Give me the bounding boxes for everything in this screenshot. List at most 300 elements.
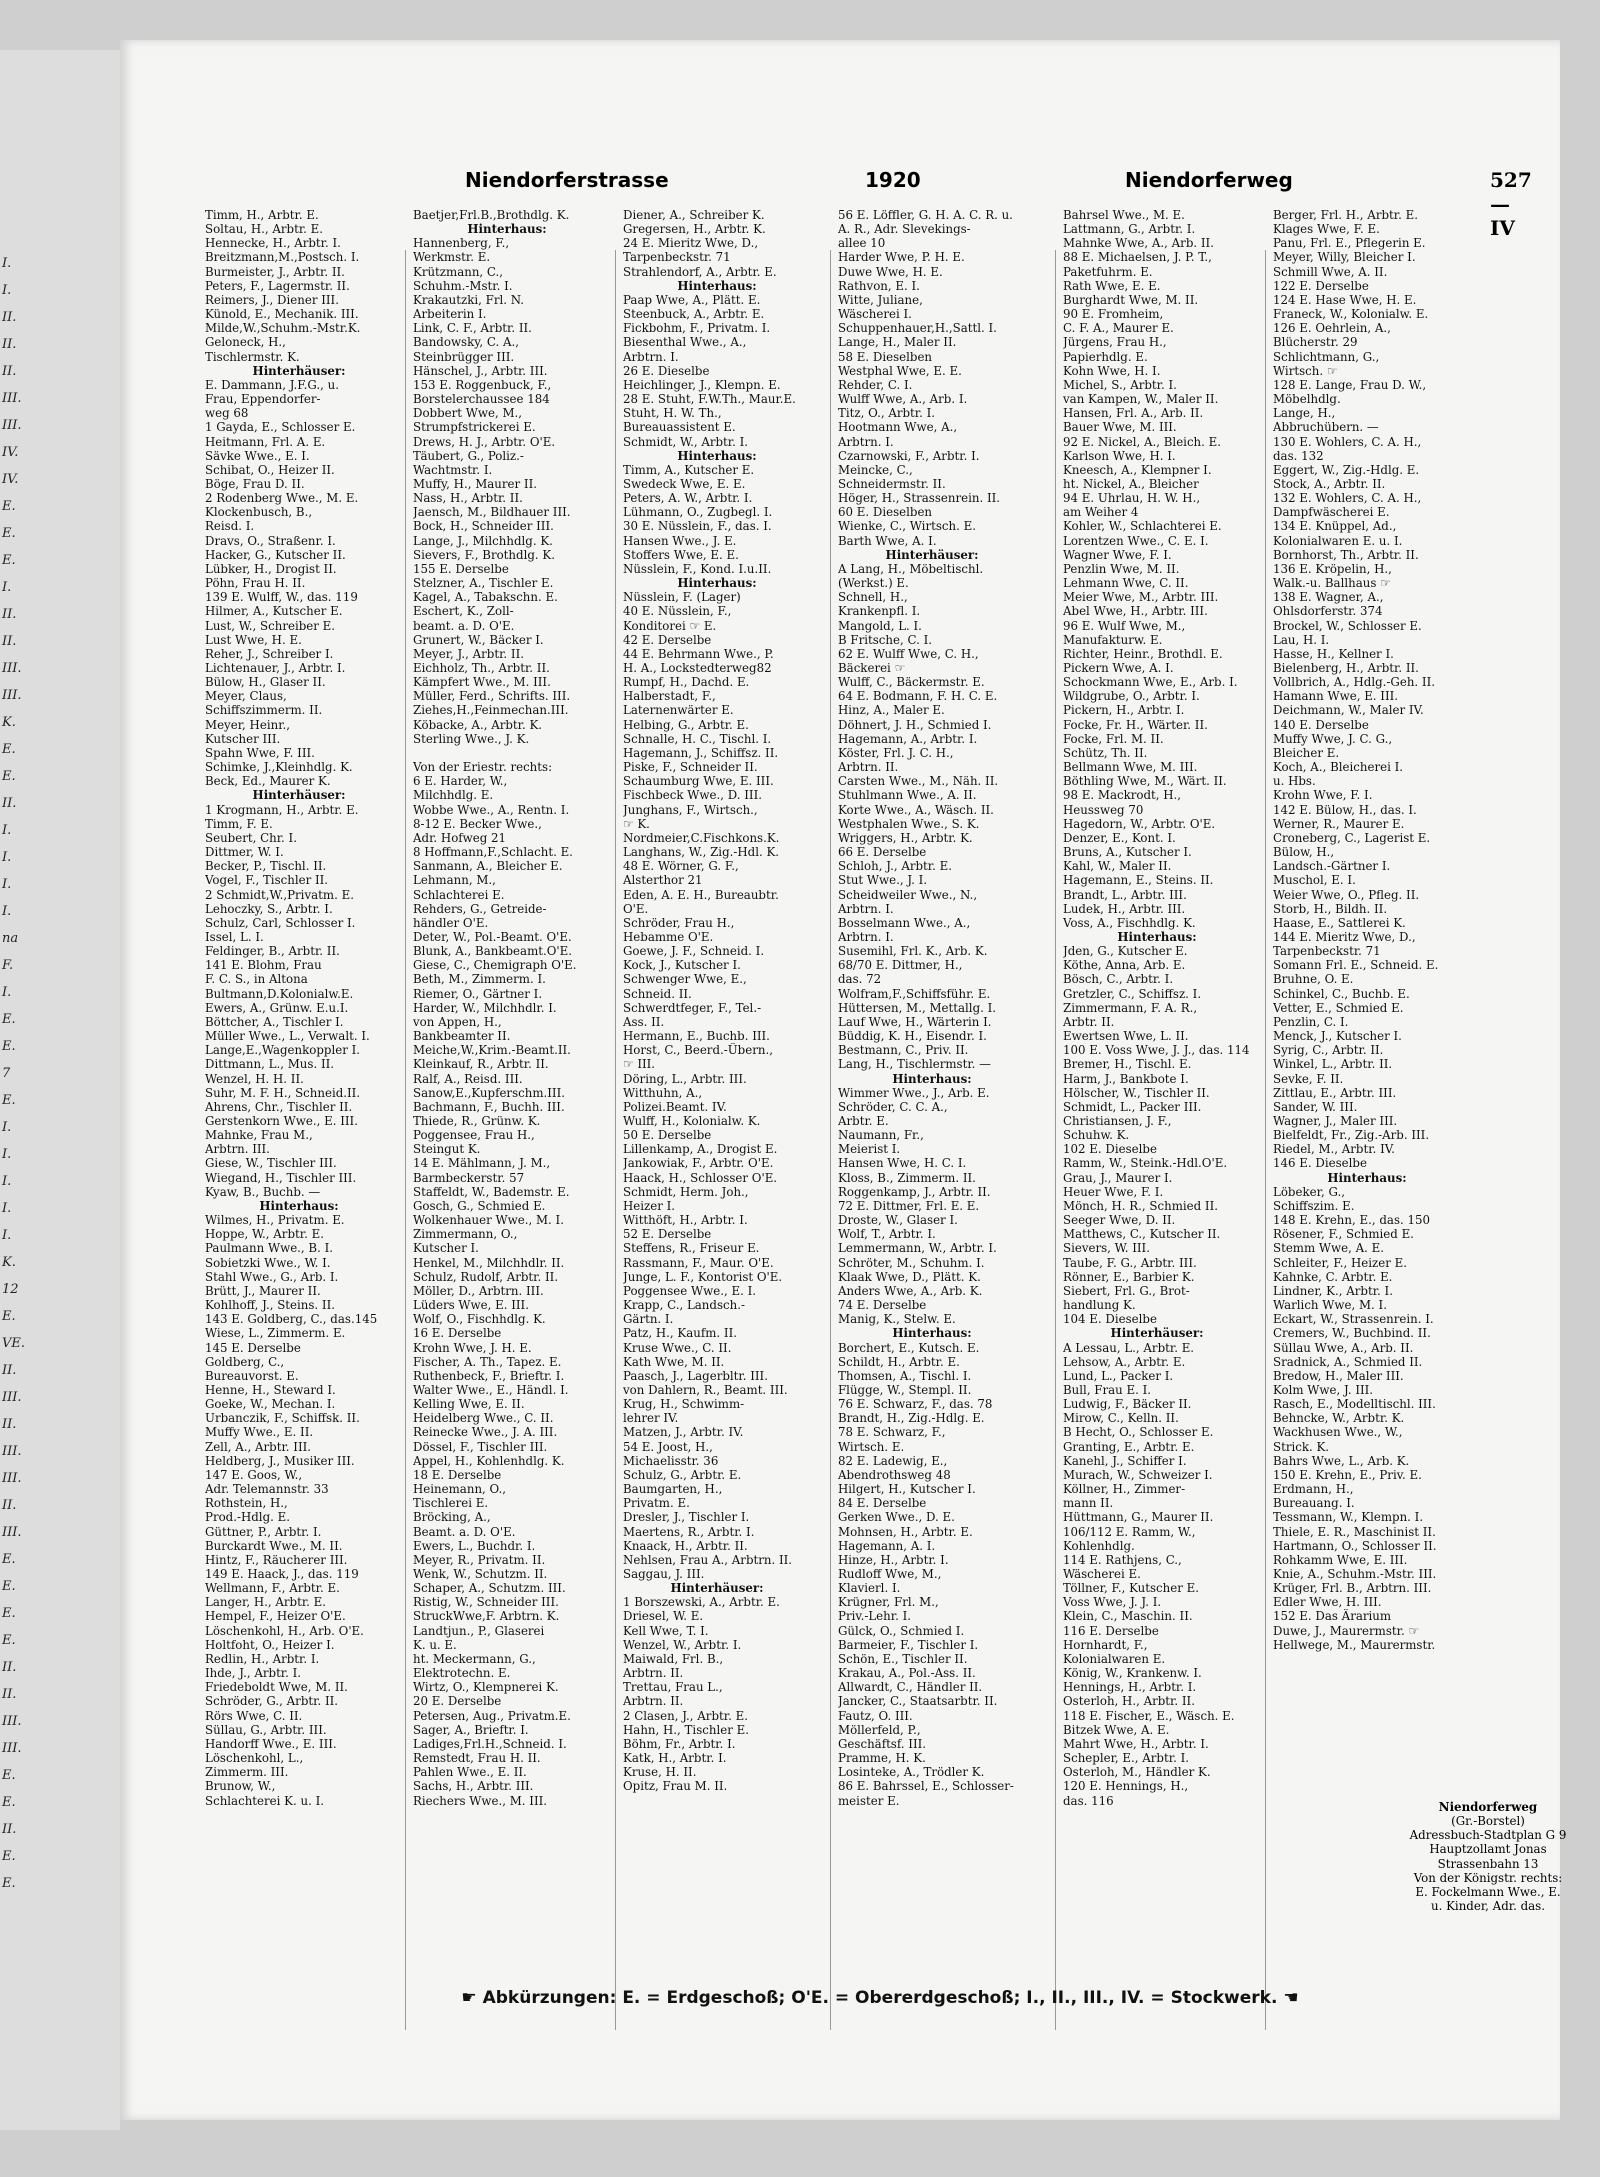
directory-entry: Hüttersen, M., Mettallg. I. xyxy=(838,1000,997,1015)
directory-entry: Zimmermann, O., xyxy=(413,1227,518,1242)
directory-entry: 8 Hoffmann,F.,Schlacht. E. xyxy=(413,845,573,860)
margin-mark: E. xyxy=(2,1039,16,1054)
directory-entry: Hamann Wwe, E. III. xyxy=(1273,689,1399,704)
directory-entry: Wolf, O., Fischhdlg. K. xyxy=(413,1312,546,1327)
directory-entry: Reinecke Wwe., J. A. III. xyxy=(413,1425,558,1440)
directory-entry: Bureauassistent E. xyxy=(623,420,736,435)
directory-entry: Kämpfert Wwe., M. III. xyxy=(413,675,551,690)
margin-mark: III. xyxy=(2,391,22,406)
directory-entry: Brandt, H., Zig.-Hdlg. E. xyxy=(838,1411,985,1426)
directory-entry xyxy=(413,746,601,760)
directory-entry: Bülow, H., Glaser II. xyxy=(205,675,326,690)
directory-entry: Hagemann, A. I. xyxy=(838,1538,936,1553)
directory-entry: Wulff, C., Bäckermstr. E. xyxy=(838,675,985,690)
directory-page xyxy=(120,40,1567,2120)
directory-entry: 146 E. Dieselbe xyxy=(1273,1156,1367,1171)
directory-entry: Schiffszim. E. xyxy=(1273,1198,1355,1213)
margin-mark: II. xyxy=(2,796,17,811)
directory-entry: Lange,E.,Wagenkoppler I. xyxy=(205,1043,361,1058)
directory-entry: Kohler, W., Schlachterei E. xyxy=(1063,519,1222,534)
directory-entry: 58 E. Dieselben xyxy=(838,349,933,364)
directory-entry: 18 E. Derselbe xyxy=(413,1467,502,1482)
directory-entry: Bösch, C., Arbtr. I. xyxy=(1063,972,1174,987)
margin-mark: E. xyxy=(2,553,16,568)
directory-entry: Wirtz, O., Klempnerei K. xyxy=(413,1680,559,1695)
directory-entry: Henkel, M., Milchhdlr. II. xyxy=(413,1255,565,1270)
margin-mark: I. xyxy=(2,985,12,1000)
directory-entry: Lang, H., Tischlermstr. — xyxy=(838,1057,991,1072)
directory-entry: 92 E. Nickel, A., Bleich. E. xyxy=(1063,434,1222,449)
directory-entry: Schlachterei E. xyxy=(413,887,505,902)
directory-entry: Mahnke, Frau M., xyxy=(205,1128,313,1143)
directory-entry: Voss, A., Fischhdlg. K. xyxy=(1063,915,1196,930)
directory-entry: Hoppe, W., Arbtr. E. xyxy=(205,1227,324,1242)
directory-entry: Arbtrn. II. xyxy=(623,1694,684,1709)
directory-entry: Böthling Wwe, M., Wärt. II. xyxy=(1063,774,1227,789)
directory-entry: Muffy Wwe, J. C. G., xyxy=(1273,731,1393,746)
directory-entry: Westphal Wwe, E. E. xyxy=(838,363,962,378)
directory-entry: Bäckerei ☞ xyxy=(838,661,906,675)
directory-entry: Ralf, A., Reisd. III. xyxy=(413,1071,523,1086)
directory-entry: Wiegand, H., Tischler III. xyxy=(205,1170,357,1185)
directory-entry: 153 E. Roggenbuck, F., xyxy=(413,377,552,392)
directory-entry: Menck, J., Kutscher I. xyxy=(1273,1029,1402,1044)
directory-entry: Kneesch, A., Klempner I. xyxy=(1063,462,1212,477)
directory-entry: Voss Wwe, J. J. I. xyxy=(1063,1595,1162,1610)
directory-entry: Deter, W., Pol.-Beamt. O'E. xyxy=(413,929,572,944)
directory-entry: Pickern Wwe, A. I. xyxy=(1063,661,1174,675)
directory-entry: Giese, W., Tischler III. xyxy=(205,1156,337,1171)
directory-entry: Panu, Frl. E., Pflegerin E. xyxy=(1273,236,1426,251)
column-5 xyxy=(1063,208,1251,1808)
directory-entry: Brockel, W., Schlosser E. xyxy=(1273,618,1422,633)
directory-entry: Jaensch, M., Bildhauer III. xyxy=(413,505,571,520)
directory-entry: Karlson Wwe, H. I. xyxy=(1063,448,1176,463)
margin-mark: E. xyxy=(2,526,16,541)
directory-entry: (Werkst.) E. xyxy=(838,576,909,591)
directory-entry: 124 E. Hase Wwe, H. E. xyxy=(1273,292,1417,307)
margin-mark: III. xyxy=(2,1444,22,1459)
directory-entry: Bureauang. I. xyxy=(1273,1496,1355,1511)
directory-entry: Werkmstr. E. xyxy=(413,250,491,265)
directory-entry: Rönner, E., Barbier K. xyxy=(1063,1269,1195,1284)
margin-mark: III. xyxy=(2,688,22,703)
directory-entry: händler O'E. xyxy=(413,915,489,930)
directory-entry: Grau, J., Maurer I. xyxy=(1063,1170,1173,1185)
directory-entry: 68/70 E. Dittmer, H., xyxy=(838,958,963,973)
directory-entry: Penzlin, C. I. xyxy=(1273,1014,1349,1029)
directory-entry: Lund, L., Packer I. xyxy=(1063,1368,1174,1383)
directory-entry: Dravs, O., Straßenr. I. xyxy=(205,533,336,548)
directory-entry: Büddig, K. H., Eisendr. I. xyxy=(838,1029,987,1044)
directory-entry: Steingut K. xyxy=(413,1142,481,1157)
directory-entry: Stock, A., Arbtr. II. xyxy=(1273,476,1386,491)
directory-entry: 152 E. Das Ärarium xyxy=(1273,1609,1392,1624)
directory-entry: Hagemann, A., Arbtr. I. xyxy=(838,731,978,746)
directory-entry: Eckart, W., Strassenrein. I. xyxy=(1273,1312,1434,1327)
directory-entry: 56 E. Löffler, G. H. A. C. R. u. xyxy=(838,208,1013,222)
directory-entry: Denzer, E., Kont. I. xyxy=(1063,830,1176,845)
directory-entry: Hinterhäuser: xyxy=(885,547,979,562)
directory-entry: 52 E. Derselbe xyxy=(623,1227,712,1242)
directory-entry: 26 E. Dieselbe xyxy=(623,363,710,378)
directory-entry: Kyaw, B., Buchb. — xyxy=(205,1184,321,1199)
directory-entry: Kagel, A., Tabakschn. E. xyxy=(413,590,558,605)
directory-entry: Klein, C., Maschin. II. xyxy=(1063,1609,1193,1624)
directory-entry: Sievers, W. III. xyxy=(1063,1241,1150,1256)
directory-entry: Swedeck Wwe, E. E. xyxy=(623,476,746,491)
margin-mark: II. xyxy=(2,310,17,325)
directory-entry: Eschert, K., Zoll- xyxy=(413,604,514,619)
directory-entry: Lange, H., Maler II. xyxy=(838,335,957,350)
directory-entry: Reher, J., Schreiber I. xyxy=(205,646,334,661)
directory-entry: Helbing, G., Arbtr. E. xyxy=(623,717,749,732)
directory-entry: Köllner, H., Zimmer- xyxy=(1063,1482,1186,1497)
left-page-edge xyxy=(0,50,120,2130)
directory-entry: Riemer, O., Gärtner I. xyxy=(413,986,543,1001)
directory-entry: Michel, S., Arbtr. I. xyxy=(1063,377,1177,392)
directory-entry: Vogel, F., Tischler II. xyxy=(205,873,329,888)
directory-entry: weg 68 xyxy=(205,406,249,421)
directory-entry: Hinterhaus: xyxy=(259,1198,339,1213)
directory-entry: 122 E. Derselbe xyxy=(1273,278,1369,293)
directory-entry: Meyer, J., Arbtr. II. xyxy=(413,646,524,661)
directory-entry: Hartmann, O., Schlosser II. xyxy=(1273,1538,1437,1553)
directory-entry: Lust, W., Schreiber E. xyxy=(205,618,336,633)
directory-entry: 96 E. Wulf Wwe, M., xyxy=(1063,618,1186,633)
directory-entry: Papierhdlg. E. xyxy=(1063,349,1148,364)
directory-entry: Hinterhaus: xyxy=(1117,929,1197,944)
directory-entry: Timm, F. E. xyxy=(205,816,273,831)
directory-entry: Ahrens, Chr., Tischler II. xyxy=(205,1099,353,1114)
directory-entry: Sievers, F., Brothdlg. K. xyxy=(413,547,555,562)
margin-mark: E. xyxy=(2,769,16,784)
margin-mark: II. xyxy=(2,1498,17,1513)
directory-entry: Konditorei ☞ E. xyxy=(623,618,717,633)
directory-entry: Hüttmann, G., Maurer II. xyxy=(1063,1510,1214,1525)
directory-entry: Meiche,W.,Krim.-Beamt.II. xyxy=(413,1043,571,1058)
directory-entry: Beamt. a. D. O'E. xyxy=(413,1524,516,1539)
directory-entry: Borchert, E., Kutsch. E. xyxy=(838,1340,980,1355)
directory-entry: Stut Wwe., J. I. xyxy=(838,873,928,888)
directory-entry: Gerstenkorn Wwe., E. III. xyxy=(205,1114,358,1128)
directory-entry: Dobbert Wwe, M., xyxy=(413,406,523,421)
directory-entry: Feldinger, B., Arbtr. II. xyxy=(205,944,340,959)
directory-entry: Bellmann Wwe, M. III. xyxy=(1063,760,1198,775)
directory-entry: H. A., Lockstedterweg82 xyxy=(623,661,772,675)
directory-entry: Stuht, H. W. Th., xyxy=(623,406,722,421)
directory-entry: Croneberg, C., Lagerist E. xyxy=(1273,830,1431,845)
directory-entry: Seeger Wwe, D. II. xyxy=(1063,1213,1176,1228)
directory-entry: Löbeker, G., xyxy=(1273,1184,1345,1199)
directory-entry: 132 E. Wohlers, C. A. H., xyxy=(1273,491,1422,506)
directory-entry: ☞ III. xyxy=(623,1057,656,1072)
directory-entry: Lübker, H., Drogist II. xyxy=(205,561,337,576)
directory-entry: Abel Wwe, H., Arbtr. III. xyxy=(1063,604,1208,619)
directory-entry: Goldberg, C., xyxy=(205,1354,285,1369)
directory-entry: Piske, F., Schneider II. xyxy=(623,760,758,775)
directory-entry: 20 E. Derselbe xyxy=(413,1694,502,1709)
directory-entry: Lühmann, O., Zugbegl. I. xyxy=(623,505,773,520)
directory-entry: Eden, A. E. H., Bureaubtr. xyxy=(623,887,779,902)
column-4 xyxy=(838,208,1026,1808)
directory-entry: Meyer, Willy, Bleicher I. xyxy=(1273,250,1416,265)
page-number: 527—IV xyxy=(1490,168,1532,240)
directory-entry: Muschol, E. I. xyxy=(1273,873,1356,888)
directory-entry: Katk, H., Arbtr. I. xyxy=(623,1751,727,1766)
directory-entry: Schinkel, C., Buchb. E. xyxy=(1273,986,1410,1001)
directory-entry: das. 116 xyxy=(1063,1793,1114,1808)
directory-entry: Schaper, A., Schutzm. III. xyxy=(413,1581,566,1596)
directory-entry: Erdmann, H., xyxy=(1273,1482,1354,1497)
directory-entry: Schmidt, Herm. Joh., xyxy=(623,1184,749,1199)
directory-entry: Hintz, F., Räucherer III. xyxy=(205,1552,348,1567)
directory-entry: Ohlsdorferstr. 374 xyxy=(1273,604,1383,619)
directory-entry: Lillenkamp, A., Drogist E. xyxy=(623,1142,778,1157)
directory-entry: Hennings, H., Arbtr. I. xyxy=(1063,1680,1197,1695)
directory-entry: Wiese, L., Zimmerm. E. xyxy=(205,1326,346,1341)
directory-entry: Klockenbusch, B., xyxy=(205,505,313,520)
directory-entry: 128 E. Lange, Frau D. W., xyxy=(1273,377,1427,392)
directory-entry: Kleinkauf, R., Arbtr. II. xyxy=(413,1057,549,1072)
directory-entry: Kolonialwaren E. xyxy=(1063,1651,1166,1666)
directory-entry: Hinze, H., Arbtr. I. xyxy=(838,1552,949,1567)
directory-entry: Focke, Frl. M. II. xyxy=(1063,731,1164,746)
directory-entry: Richter, Heinr., Brothdl. E. xyxy=(1063,646,1223,661)
directory-entry: Stuhlmann Wwe., A. II. xyxy=(838,788,977,803)
directory-entry: Bielfeldt, Fr., Zig.-Arb. III. xyxy=(1273,1128,1430,1143)
directory-entry: Edler Wwe, H. III. xyxy=(1273,1595,1382,1610)
directory-entry: Ewers, L., Buchdr. I. xyxy=(413,1538,536,1553)
directory-entry: Nüsslein, F., Kond. I.u.II. xyxy=(623,561,772,576)
directory-entry: Mohnsen, H., Arbtr. E. xyxy=(838,1524,973,1539)
directory-entry: Driesel, W. E. xyxy=(623,1609,704,1624)
directory-entry: Ruthenbeck, F., Brieftr. I. xyxy=(413,1368,565,1383)
directory-entry: Klaak Wwe, D., Plätt. K. xyxy=(838,1269,981,1284)
directory-entry: Stemm Wwe, A. E. xyxy=(1273,1241,1385,1256)
directory-entry: Harder Wwe, P. H. E. xyxy=(838,250,965,265)
directory-entry: StruckWwe,F. Arbtrn. K. xyxy=(413,1609,560,1624)
directory-entry: Strick. K. xyxy=(1273,1439,1330,1454)
directory-entry: Ladiges,Frl.H.,Schneid. I. xyxy=(413,1736,567,1751)
directory-entry: am Weiher 4 xyxy=(1063,505,1139,520)
directory-entry: Hagemann, J., Schiffsz. II. xyxy=(623,745,779,760)
directory-entry: Gregersen, H., Arbtr. K. xyxy=(623,222,766,237)
directory-entry: Borstelerchaussee 184 xyxy=(413,392,550,407)
directory-entry: 144 E. Mieritz Wwe, D., xyxy=(1273,929,1416,944)
directory-entry: Arbtrn. II. xyxy=(623,1666,684,1681)
directory-entry: Sachs, H., Arbtr. III. xyxy=(413,1779,534,1794)
directory-entry: Scheidweiler Wwe., N., xyxy=(838,887,978,902)
directory-entry: Witte, Juliane, xyxy=(838,292,923,307)
directory-entry: Bankbeamter II. xyxy=(413,1029,511,1044)
directory-entry: Schröder, C. C. A., xyxy=(838,1099,948,1114)
directory-entry: Mirow, C., Kelln. II. xyxy=(1063,1411,1179,1426)
directory-entry: 116 E. Derselbe xyxy=(1063,1623,1159,1638)
directory-entry: 155 E. Derselbe xyxy=(413,561,509,576)
directory-entry: Sradnick, A., Schmied II. xyxy=(1273,1354,1423,1369)
directory-entry: Michaelisstr. 36 xyxy=(623,1453,719,1468)
directory-entry: van Kampen, W., Maler II. xyxy=(1063,392,1219,407)
directory-entry: Bureauvorst. E. xyxy=(205,1368,299,1383)
directory-entry: 66 E. Derselbe xyxy=(838,845,927,860)
directory-entry: Lange, J., Milchhdlg. K. xyxy=(413,533,553,548)
directory-entry: 136 E. Kröpelin, H., xyxy=(1273,561,1392,576)
directory-entry: Kutscher III. xyxy=(205,731,281,746)
directory-entry: Ihde, J., Arbtr. I. xyxy=(205,1666,302,1681)
directory-entry: Hinterhaus: xyxy=(467,222,547,237)
reference-line: Strassenbahn 13 xyxy=(1437,1856,1539,1871)
directory-entry: Burckardt Wwe., M. II. xyxy=(205,1538,343,1553)
directory-entry: 76 E. Schwarz, F., das. 78 xyxy=(838,1397,993,1412)
column-divider xyxy=(1265,250,1266,2030)
directory-entry: Naumann, Fr., xyxy=(838,1128,924,1143)
directory-entry: Wimmer Wwe., J., Arb. E. xyxy=(838,1085,990,1100)
directory-entry: Lau, H. I. xyxy=(1273,632,1330,647)
directory-entry: Schlachterei K. u. I. xyxy=(205,1793,324,1808)
margin-mark: I. xyxy=(2,904,12,919)
directory-entry: Sevke, F. II. xyxy=(1273,1071,1344,1086)
directory-entry: Meierist I. xyxy=(838,1142,901,1157)
directory-entry: Laternenwärter E. xyxy=(623,703,734,718)
directory-entry: Schimke, J.,Kleinhdlg. K. xyxy=(205,760,353,775)
directory-entry: A. R., Adr. Slevekings- xyxy=(838,222,971,237)
directory-entry: Wirtsch. ☞ xyxy=(1273,363,1338,378)
directory-entry: Wirtsch. E. xyxy=(838,1439,905,1454)
directory-entry: Soltau, H., Arbtr. E. xyxy=(205,222,324,237)
margin-mark: III. xyxy=(2,418,22,433)
directory-entry: 130 E. Wohlers, C. A. H., xyxy=(1273,434,1422,449)
directory-entry: 78 E. Schwarz, F., xyxy=(838,1425,946,1440)
directory-entry: Hansen Wwe, H. C. I. xyxy=(838,1156,967,1171)
directory-entry: 149 E. Haack, J., das. 119 xyxy=(205,1567,359,1581)
directory-entry: Schloh, J., Arbtr. E. xyxy=(838,859,952,874)
directory-entry: Tarpenbeckstr. 71 xyxy=(623,250,731,265)
directory-entry: Giese, C., Chemigraph O'E. xyxy=(413,958,577,973)
directory-entry: Rathvon, E. I. xyxy=(838,278,920,293)
directory-entry: Kell Wwe, T. I. xyxy=(623,1623,709,1638)
directory-entry: Nüsslein, F. (Lager) xyxy=(623,590,741,605)
directory-entry: B Hecht, O., Schlosser E. xyxy=(1063,1425,1214,1440)
directory-entry: Thiele, E. R., Maschinist II. xyxy=(1273,1524,1436,1539)
directory-entry: Bröcking, A., xyxy=(413,1510,491,1525)
directory-entry: Kahnke, C. Arbtr. E. xyxy=(1273,1269,1393,1284)
directory-entry: Krankenpfl. I. xyxy=(838,604,921,619)
directory-entry: Köster, Frl. J. C. H., xyxy=(838,745,954,760)
margin-mark: II. xyxy=(2,607,17,622)
directory-entry: Wriggers, H., Arbtr. K. xyxy=(838,830,973,845)
directory-entry: Jankowiak, F., Arbtr. O'E. xyxy=(623,1156,774,1171)
margin-mark: I. xyxy=(2,580,12,595)
directory-entry: Bruns, A., Kutscher I. xyxy=(1063,845,1192,860)
directory-entry: Möller, D., Arbtrn. III. xyxy=(413,1283,544,1298)
directory-entry: Köbacke, A., Arbtr. K. xyxy=(413,717,543,732)
directory-entry: Becker, P., Tischl. II. xyxy=(205,859,327,874)
directory-entry: Mahrt Wwe, H., Arbtr. I. xyxy=(1063,1736,1209,1751)
directory-entry: Poggensee Wwe., E. I. xyxy=(623,1283,756,1298)
directory-entry: Werner, R., Maurer E. xyxy=(1273,816,1405,831)
directory-entry: Priv.-Lehr. I. xyxy=(838,1609,912,1624)
directory-entry: Polizei.Beamt. IV. xyxy=(623,1099,727,1114)
margin-marks xyxy=(2,250,26,1897)
directory-entry: Frau, Eppendorfer- xyxy=(205,392,321,407)
directory-entry: Schütz, Th. II. xyxy=(1063,745,1148,760)
directory-entry: Syrig, C., Arbtr. II. xyxy=(1273,1043,1384,1058)
directory-entry: Süllau Wwe, A., Arb. II. xyxy=(1273,1340,1414,1355)
directory-entry: Schröter, M., Schuhm. I. xyxy=(838,1255,985,1270)
margin-mark: E. xyxy=(2,1309,16,1324)
directory-entry: Meyer, Heinr., xyxy=(205,717,291,732)
directory-entry: Schön, E., Tischler II. xyxy=(838,1651,968,1666)
directory-entry: Schuhw. K. xyxy=(1063,1128,1130,1143)
directory-entry: 139 E. Wulff, W., das. 119 xyxy=(205,590,358,605)
directory-entry: Zimmermann, F. A. R., xyxy=(1063,1000,1198,1015)
directory-entry: Meyer, Claus, xyxy=(205,689,287,704)
directory-entry: Krakau, A., Pol.-Ass. II. xyxy=(838,1666,976,1681)
directory-entry: 6 E. Harder, W., xyxy=(413,774,508,789)
directory-entry: Behncke, W., Arbtr. K. xyxy=(1273,1411,1405,1426)
directory-entry: 1 Borszewski, A., Arbtr. E. xyxy=(623,1595,780,1610)
directory-entry: Sanmann, A., Bleicher E. xyxy=(413,859,563,874)
directory-entry: Riedel, M., Arbtr. IV. xyxy=(1273,1142,1395,1157)
directory-entry: Thomsen, A., Tischl. I. xyxy=(838,1368,972,1383)
directory-entry: Schnell, H., xyxy=(838,590,908,605)
directory-entry: Mahnke Wwe, A., Arb. II. xyxy=(1063,236,1214,251)
directory-entry: Eggert, W., Zig.-Hdlg. E. xyxy=(1273,462,1420,477)
directory-entry: Reimers, J., Diener III. xyxy=(205,292,339,307)
directory-entry: 24 E. Mieritz Wwe, D., xyxy=(623,236,759,251)
directory-entry: Wobbe Wwe., A., Rentn. I. xyxy=(413,802,570,817)
directory-entry: Anders Wwe, A., Arb. K. xyxy=(838,1283,983,1298)
margin-mark: I. xyxy=(2,283,12,298)
directory-entry: Burmeister, J., Arbtr. II. xyxy=(205,264,345,279)
directory-entry: Arbtr. E. xyxy=(838,1114,889,1128)
directory-entry: Ewers, A., Grünw. E.u.I. xyxy=(205,1000,349,1015)
directory-entry: Walter Wwe., E., Händl. I. xyxy=(413,1382,569,1397)
margin-mark: IV. xyxy=(2,445,19,460)
directory-entry: Gülck, O., Schmied I. xyxy=(838,1623,965,1638)
directory-entry: Rumpf, H., Dachd. E. xyxy=(623,675,750,690)
directory-entry: Maertens, R., Arbtr. I. xyxy=(623,1524,755,1539)
directory-entry: 1 Krogmann, H., Arbtr. E. xyxy=(205,802,359,817)
directory-entry: 64 E. Bodmann, F. H. C. E. xyxy=(838,689,998,704)
directory-entry: 82 E. Ladewig, E., xyxy=(838,1453,948,1468)
directory-entry: Pramme, H. K. xyxy=(838,1751,926,1766)
directory-entry: Wachtmstr. I. xyxy=(413,462,493,477)
directory-entry: Wulff, H., Kolonialw. K. xyxy=(623,1114,761,1128)
margin-mark: 12 xyxy=(2,1282,19,1297)
directory-entry: 142 E. Bülow, H., das. I. xyxy=(1273,802,1417,817)
column-3 xyxy=(623,208,811,1794)
directory-entry: Wagner, J., Maler III. xyxy=(1273,1114,1398,1128)
directory-entry: Wäscherei E. xyxy=(1063,1567,1141,1581)
directory-entry: Wenzel, H. H. II. xyxy=(205,1071,304,1086)
directory-entry: Jancker, C., Staatsarbtr. II. xyxy=(838,1694,998,1709)
directory-entry: 50 E. Derselbe xyxy=(623,1128,712,1143)
directory-entry: Wolkenhauer Wwe., M. I. xyxy=(413,1213,564,1228)
directory-entry: Sanow,E.,Kupferschm.III. xyxy=(413,1085,565,1100)
directory-entry: Allwardt, C., Händler II. xyxy=(838,1680,983,1695)
directory-entry: E. Dammann, J.F.G., u. xyxy=(205,377,339,392)
directory-entry: Hilgert, H., Kutscher I. xyxy=(838,1482,976,1497)
margin-mark: E. xyxy=(2,1606,16,1621)
directory-entry: Hagemann, E., Steins. II. xyxy=(1063,873,1214,888)
margin-mark: II. xyxy=(2,634,17,649)
directory-entry: Czarnowski, F., Arbtr. I. xyxy=(838,448,980,463)
margin-mark: I. xyxy=(2,256,12,271)
directory-entry: Murach, W., Schweizer I. xyxy=(1063,1467,1213,1482)
directory-entry: Pickern, H., Arbtr. I. xyxy=(1063,703,1185,718)
